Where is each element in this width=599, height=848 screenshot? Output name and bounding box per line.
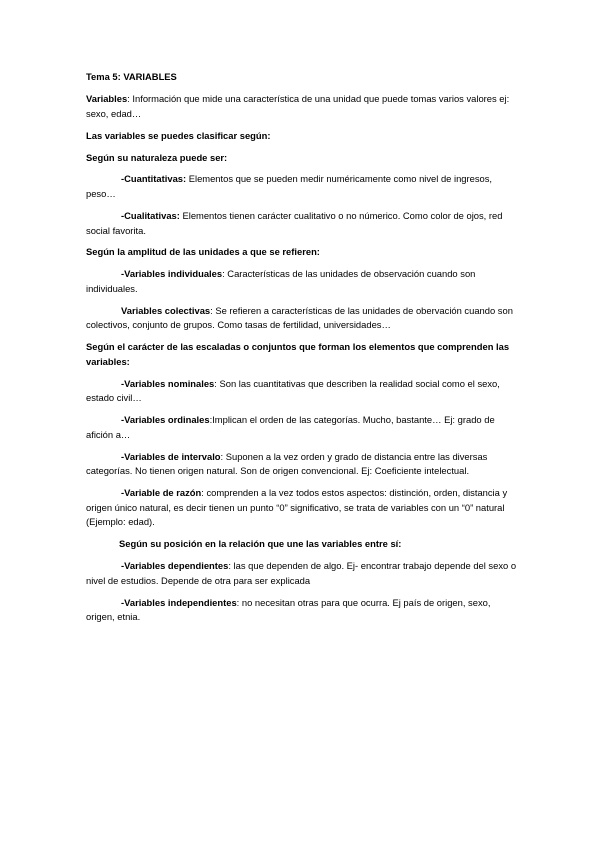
item-term: -Variables dependientes	[121, 560, 229, 572]
item-term: Variables colectivas	[121, 304, 211, 316]
section-heading-posicion: Según su posición en la relación que une las variables entre sí:	[119, 538, 402, 550]
item-variables-dependientes	[86, 559, 519, 588]
item-variables-nominales	[86, 377, 519, 406]
item-variables-independientes	[86, 596, 519, 625]
item-cualitativas	[86, 209, 519, 238]
item-text: : comprenden a la vez todos estos aspectos: distinción, orden, distancia y origen único natural, es decir tienen un punto “0” significativo, se trata de variables con un “0” natural (Ejemplo: edad).	[86, 487, 508, 528]
item-text: : Características de las unidades de observación cuando son individuales.	[86, 268, 476, 294]
item-term: -Variables independientes	[121, 596, 237, 608]
item-text: Elementos tienen carácter cualitativo o no númerico. Como color de ojos, red social favorita.	[86, 209, 503, 236]
item-term: -Variables ordinales	[121, 414, 210, 426]
item-variables-colectivas	[86, 304, 519, 333]
section-heading-amplitud: Según la amplitud de las unidades a que se refieren:	[86, 246, 320, 258]
classification-heading: Las variables se puedes clasificar según:	[86, 129, 271, 141]
item-text: : no necesitan otras para que ocurra. Ej país de origen, sexo, origen, etnia.	[86, 596, 491, 623]
definition-term: Variables	[86, 93, 128, 105]
item-term: -Variables individuales	[121, 268, 223, 280]
item-variables-ordinales	[86, 413, 519, 442]
section-heading-escaladas: Según el carácter de las escaladas o conjuntos que forman los elementos que comprenden las variables:	[86, 341, 510, 367]
item-term: -Cualitativas:	[121, 209, 180, 221]
item-term: -Variables nominales	[121, 377, 215, 389]
section-heading-naturaleza: Según su naturaleza puede ser:	[86, 151, 228, 163]
item-term: -Variable de razón	[121, 487, 202, 499]
item-text: : Suponen a la vez orden y grado de distancia entre las diversas categorías. No tienen origen natural. Son de origen convencional. Ej: Coeficiente intelectual.	[86, 450, 488, 477]
item-cuantitativas	[86, 172, 519, 201]
item-term: -Variables de intervalo	[121, 450, 221, 462]
item-text: :Implican el orden de las categorías. Mucho, bastante… Ej: grado de afición a…	[86, 414, 495, 440]
definition-paragraph	[86, 92, 519, 121]
item-variables-intervalo	[86, 450, 519, 479]
item-variables-individuales	[86, 267, 519, 296]
definition-text: : Información que mide una característica de una unidad que puede tomas varios valores ej: sexo, edad…	[86, 93, 510, 119]
item-text: Elementos que se pueden medir numéricamente como nivel de ingresos, peso…	[86, 173, 493, 200]
item-text: : las que dependen de algo. Ej- encontrar trabajo depende del sexo o nivel de estudios. Depende de otra para ser explicada	[86, 560, 517, 586]
item-text: : Son las cuantitativas que describen la realidad social como el sexo, estado civil…	[86, 377, 500, 404]
item-text: : Se refieren a características de las unidades de obervación cuando son colectivos, conjunto de grupos. Como tasas de fertilidad, universidades…	[86, 304, 513, 331]
item-term: -Cuantitativas:	[121, 173, 187, 185]
document-title: Tema 5: VARIABLES	[86, 71, 177, 82]
item-variable-razon	[86, 486, 519, 530]
